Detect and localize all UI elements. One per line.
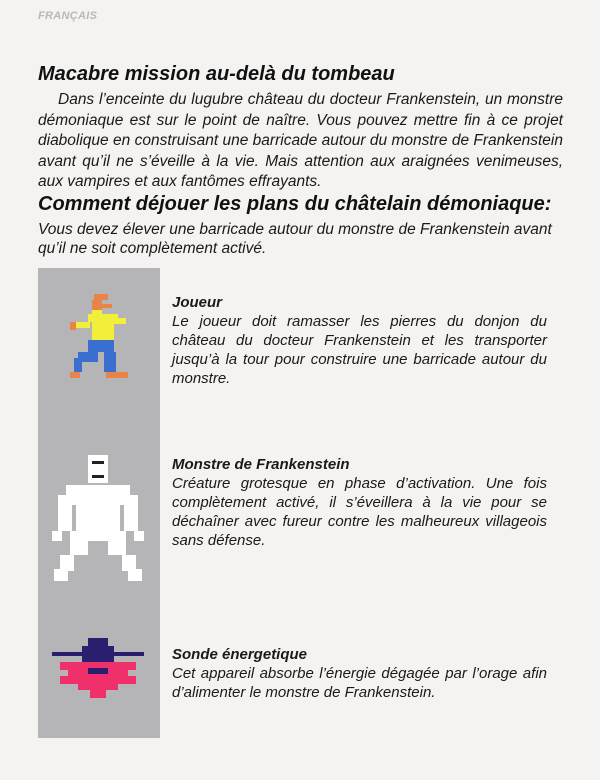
language-label: FRANÇAIS	[38, 10, 98, 22]
character-entry-player	[172, 293, 547, 388]
character-description: Créature grotesque en phase d’activation. Une fois complètement activé, il s’éveillera à la vie pour se déchaîner avec fureur contre les malheureux villageois sans défense.	[172, 475, 547, 549]
character-entry-monster	[172, 455, 547, 550]
section-title-how-to: Comment déjouer les plans du châtelain démoniaque:	[38, 193, 552, 215]
character-description: Le joueur doit ramasser les pierres du donjon du château du docteur Frankenstein et les transporter jusqu’à la tour pour construire une barricade autour du monstre.	[172, 313, 547, 387]
character-description: Cet appareil absorbe l’énergie dégagée par l’orage afin d’alimenter le monstre de Frankenstein.	[172, 665, 547, 701]
frankenstein-monster-sprite-icon	[52, 455, 144, 583]
character-title: Monstre de Frankenstein	[172, 456, 350, 473]
character-entry-probe	[172, 645, 547, 702]
character-title: Sonde énergetique	[172, 646, 308, 663]
energy-probe-sprite-icon	[52, 638, 144, 704]
intro-paragraph: Dans l’enceinte du lugubre château du docteur Frankenstein, un monstre démoniaque est sur le point de naître. Vous pouvez mettre fin à ce projet diabolique en construisant une barricade autour du monstre de Frankenstein avant qu’il ne s’éveille à la vie. Mais attention aux araignées venimeuses, aux vampires et aux fantômes effrayants.	[38, 91, 563, 190]
objective-paragraph: Vous devez élever une barricade autour du monstre de Frankenstein avant qu’il ne soit complètement activé.	[38, 221, 552, 257]
section-title-mission: Macabre mission au-delà du tombeau	[38, 63, 395, 85]
player-sprite-icon	[70, 294, 130, 384]
character-title: Joueur	[172, 294, 223, 311]
